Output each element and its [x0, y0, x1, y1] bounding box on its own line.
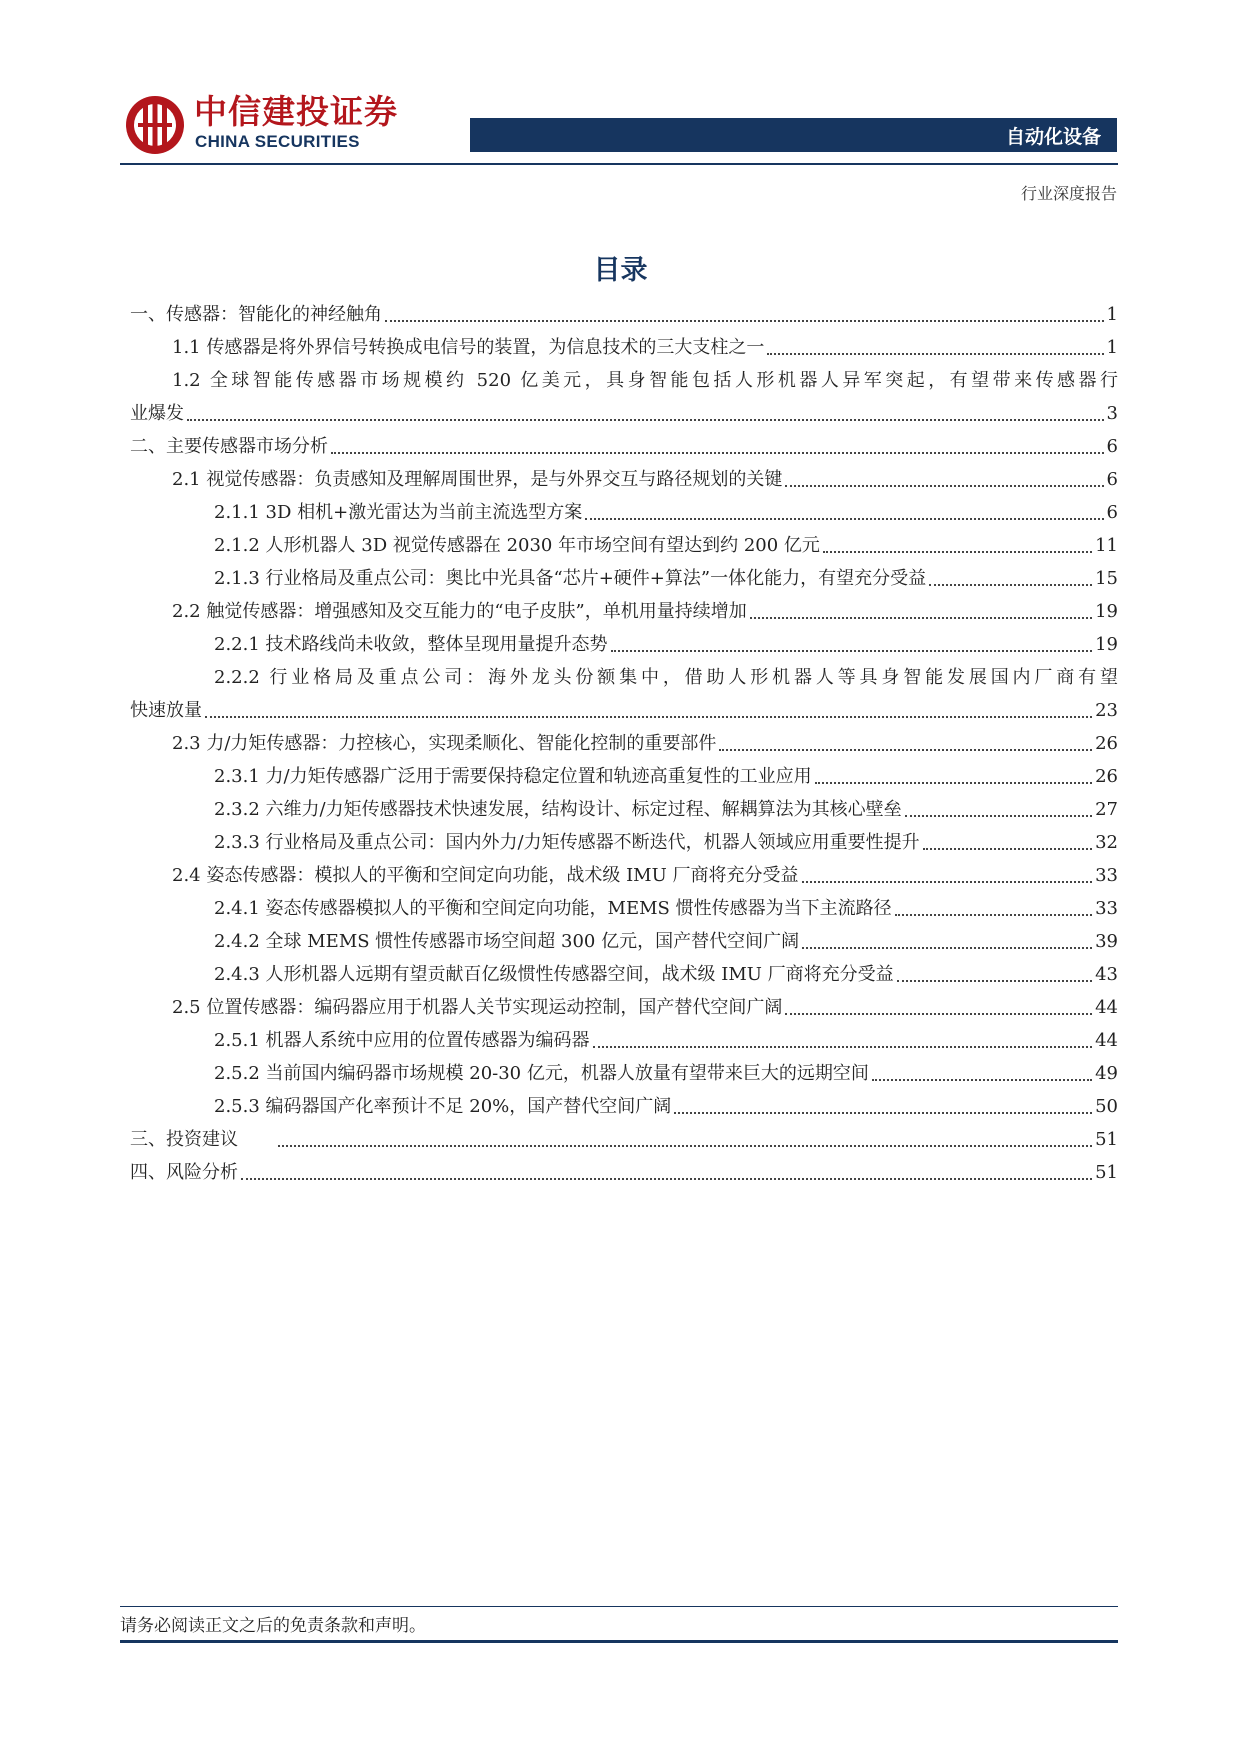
- toc-entry-text: 2.2.1 技术路线尚未收敛，整体呈现用量提升态势: [214, 634, 608, 655]
- toc-entry-text: 2.4.1 姿态传感器模拟人的平衡和空间定向功能，MEMS 惯性传感器为当下主流路径: [214, 898, 892, 919]
- toc-page-number: 6: [1106, 436, 1118, 457]
- toc-page-number: 27: [1095, 799, 1118, 820]
- toc-entry[interactable]: [130, 859, 1118, 892]
- toc-entry-text: 2.4.3 人形机器人远期有望贡献百亿级惯性传感器空间，战术级 IMU 厂商将充分受益: [214, 964, 894, 985]
- toc-entry[interactable]: [130, 430, 1118, 463]
- logo: [124, 92, 398, 158]
- toc-entry-text: 2.1 视觉传感器：负责感知及理解周围世界，是与外界交互与路径规划的关键: [172, 469, 783, 490]
- toc-entry-text: 一、传感器：智能化的神经触角: [130, 304, 382, 325]
- toc-entry[interactable]: [130, 1123, 1118, 1156]
- toc-page-number: 26: [1095, 766, 1118, 787]
- toc-leader: [593, 1046, 1093, 1048]
- toc-entry-text: 2.3.2 六维力/力矩传感器技术快速发展，结构设计、标定过程、解耦算法为其核心壁垒: [214, 799, 902, 820]
- toc-entry-text: 2.2.2 行业格局及重点公司：海外龙头份额集中，借助人形机器人等具身智能发展国内厂商有望: [214, 667, 1118, 688]
- toc-page-number: 26: [1095, 733, 1118, 754]
- toc-page-number: 51: [1095, 1129, 1118, 1150]
- toc-leader: [923, 848, 1093, 850]
- toc-leader: [815, 782, 1093, 784]
- toc-entry[interactable]: [130, 331, 1118, 364]
- toc-entry[interactable]: [130, 991, 1118, 1024]
- toc-leader: [331, 452, 1104, 454]
- toc-entry-text: 2.3.1 力/力矩传感器广泛用于需要保持稳定位置和轨迹高重复性的工业应用: [214, 766, 812, 787]
- toc-title: 目录: [593, 255, 648, 286]
- toc-entry[interactable]: [130, 364, 1118, 430]
- toc-entry-text: 2.1.3 行业格局及重点公司：奥比中光具备“芯片+硬件+算法”一体化能力，有望充分受益: [214, 568, 927, 589]
- logo-english-name: CHINA SECURITIES: [195, 132, 360, 151]
- toc-entry-text: 四、风险分析: [130, 1162, 238, 1183]
- logo-chinese-name: 中信建投证券: [194, 92, 398, 131]
- toc-page-number: 33: [1095, 865, 1118, 886]
- toc-page-number: 50: [1095, 1096, 1118, 1117]
- sector-label: 自动化设备: [1005, 125, 1101, 148]
- toc-entry-text-continued: 快速放量: [130, 700, 202, 721]
- toc-entry[interactable]: [130, 463, 1118, 496]
- toc-entry-text: 2.5.2 当前国内编码器市场规模 20-30 亿元，机器人放量有望带来巨大的远期空间: [214, 1063, 869, 1084]
- disclaimer-note: 请务必阅读正文之后的免责条款和声明。: [120, 1616, 426, 1636]
- toc-entry-text: 二、主要传感器市场分析: [130, 436, 328, 457]
- toc-page-number: 43: [1095, 964, 1118, 985]
- toc-page-number: 51: [1095, 1162, 1118, 1183]
- toc-entry-text-continued: 业爆发: [130, 403, 184, 424]
- toc-page-number: 32: [1095, 832, 1118, 853]
- toc-entry-text: 2.5.3 编码器国产化率预计不足 20%，国产替代空间广阔: [214, 1096, 672, 1117]
- china-securities-logo-icon: [124, 94, 186, 156]
- toc-page-number: 6: [1106, 502, 1118, 523]
- toc-entry[interactable]: [130, 496, 1118, 529]
- toc-leader: [802, 947, 1092, 949]
- toc-leader: [895, 914, 1093, 916]
- toc-leader: [905, 815, 1093, 817]
- toc-entry[interactable]: [130, 628, 1118, 661]
- toc-page-number: 1: [1106, 337, 1118, 358]
- sector-banner: [470, 118, 1117, 152]
- toc-page-number: 15: [1095, 568, 1118, 589]
- toc-page-number: 19: [1095, 634, 1118, 655]
- toc-leader: [278, 1145, 1092, 1147]
- toc-leader: [929, 584, 1092, 586]
- toc-page-number: 39: [1095, 931, 1118, 952]
- toc-page-number: 11: [1095, 535, 1118, 556]
- toc-page-number: 19: [1095, 601, 1118, 622]
- footer-rule: [120, 1640, 1118, 1643]
- toc-leader: [719, 749, 1092, 751]
- toc-entry-text: 2.2 触觉传感器：增强感知及交互能力的“电子皮肤”，单机用量持续增加: [172, 601, 747, 622]
- toc-leader: [897, 980, 1092, 982]
- toc-leader: [611, 650, 1093, 652]
- toc-entry-text: 2.5 位置传感器：编码器应用于机器人关节实现运动控制，国产替代空间广阔: [172, 997, 783, 1018]
- toc-entry[interactable]: [130, 1057, 1118, 1090]
- toc-leader: [823, 551, 1092, 553]
- toc-entry[interactable]: [130, 826, 1118, 859]
- toc-entry[interactable]: [130, 1024, 1118, 1057]
- toc-entry[interactable]: [130, 892, 1118, 925]
- toc-leader: [767, 353, 1103, 355]
- toc-page-number: 23: [1095, 700, 1118, 721]
- header-divider: [120, 163, 1118, 165]
- toc-entry-text: 2.5.1 机器人系统中应用的位置传感器为编码器: [214, 1030, 590, 1051]
- footer-divider: [120, 1606, 1118, 1607]
- toc-entry[interactable]: [130, 793, 1118, 826]
- toc-entry[interactable]: [130, 727, 1118, 760]
- toc-leader: [674, 1112, 1092, 1114]
- toc-page-number: 44: [1095, 1030, 1118, 1051]
- toc-entry[interactable]: [130, 595, 1118, 628]
- toc-leader: [241, 1178, 1092, 1180]
- toc-leader: [785, 1013, 1092, 1015]
- toc-page-number: 1: [1106, 304, 1118, 325]
- toc-entry-text: 三、投资建议: [130, 1129, 238, 1150]
- toc-entry[interactable]: [130, 1090, 1118, 1123]
- toc-leader: [750, 617, 1092, 619]
- toc-entry[interactable]: [130, 958, 1118, 991]
- toc-entry-text: 2.1.1 3D 相机+激光雷达为当前主流选型方案: [214, 502, 583, 523]
- toc-entry[interactable]: [130, 562, 1118, 595]
- toc-leader: [585, 518, 1103, 520]
- toc-entry[interactable]: [130, 760, 1118, 793]
- toc-entry-text: 2.3 力/力矩传感器：力控核心，实现柔顺化、智能化控制的重要部件: [172, 733, 717, 754]
- toc-entry[interactable]: [130, 298, 1118, 331]
- toc-page-number: 6: [1106, 469, 1118, 490]
- toc-leader: [385, 320, 1104, 322]
- report-type: 行业深度报告: [1020, 184, 1117, 203]
- toc-leader: [802, 881, 1093, 883]
- toc-entry-text: 1.2 全球智能传感器市场规模约 520 亿美元，具身智能包括人形机器人异军突起，有望带来传感器行: [172, 370, 1118, 391]
- toc-leader: [785, 485, 1103, 487]
- toc-page-number: 33: [1095, 898, 1118, 919]
- toc-leader: [872, 1079, 1092, 1081]
- toc-entry-text: 1.1 传感器是将外界信号转换成电信号的装置，为信息技术的三大支柱之一: [172, 337, 765, 358]
- table-of-contents: [130, 298, 1118, 1189]
- toc-page-number: 3: [1106, 403, 1118, 424]
- toc-leader: [187, 419, 1104, 421]
- toc-entry-text: 2.3.3 行业格局及重点公司：国内外力/力矩传感器不断迭代，机器人领域应用重要性提升: [214, 832, 920, 853]
- toc-entry[interactable]: [130, 661, 1118, 727]
- toc-page-number: 44: [1095, 997, 1118, 1018]
- toc-entry[interactable]: [130, 529, 1118, 562]
- toc-entry-text: 2.1.2 人形机器人 3D 视觉传感器在 2030 年市场空间有望达到约 200 亿元: [214, 535, 820, 556]
- toc-page-number: 49: [1095, 1063, 1118, 1084]
- toc-entry[interactable]: [130, 1156, 1118, 1189]
- toc-entry-text: 2.4 姿态传感器：模拟人的平衡和空间定向功能，战术级 IMU 厂商将充分受益: [172, 865, 799, 886]
- toc-entry[interactable]: [130, 925, 1118, 958]
- toc-entry-text: 2.4.2 全球 MEMS 惯性传感器市场空间超 300 亿元，国产替代空间广阔: [214, 931, 800, 952]
- toc-leader: [205, 716, 1092, 718]
